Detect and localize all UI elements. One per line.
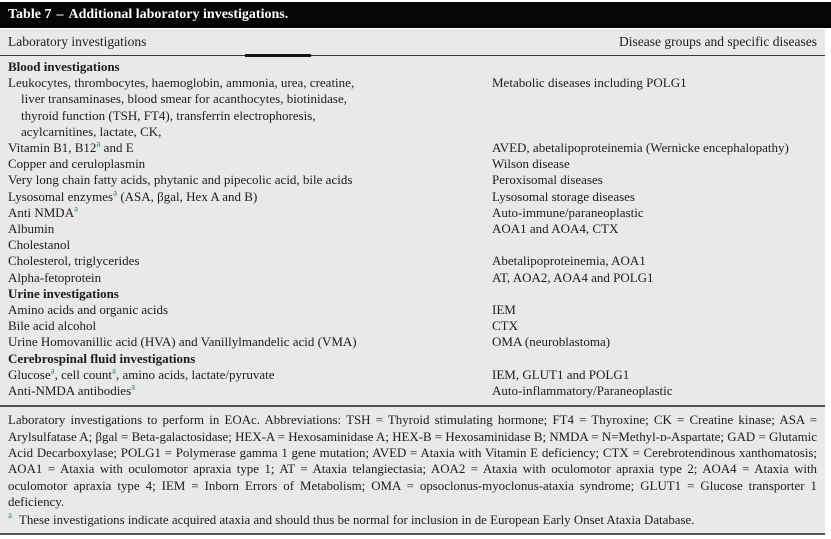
investigation-cell: Urine Homovanillic acid (HVA) and Vanillylmandelic acid (VMA) xyxy=(8,334,357,350)
table-body xyxy=(0,29,825,535)
disease-cell xyxy=(492,351,817,367)
footnote-marker-icon: a xyxy=(74,203,79,214)
investigation-cell: Amino acids and organic acids xyxy=(8,302,169,318)
footnote-marker-icon: a xyxy=(112,365,117,376)
table-caption-bar xyxy=(0,2,831,28)
section-header-row xyxy=(8,59,817,75)
investigation-cell: Bile acid alcohol xyxy=(8,318,97,334)
table-row xyxy=(8,189,817,205)
table-footnote xyxy=(0,407,825,533)
section-header-row xyxy=(8,351,817,367)
table-row xyxy=(8,237,817,253)
table-row xyxy=(8,221,817,237)
investigation-cell: Glucose$^a$, cell count$^a$, amino acids, lactate/pyruvate xyxy=(8,365,275,382)
disease-cell: IEM, GLUT1 and POLG1 xyxy=(492,366,630,382)
column-header-investigations: Laboratory investigations xyxy=(8,34,147,49)
table-title: Additional laboratory investigations. xyxy=(68,7,289,22)
table-row xyxy=(8,302,817,318)
investigation-cell: Leukocytes, thrombocytes, haemoglobin, ammonia, urea, creatine, liver transaminases, blood smear for acanthocytes, biotinidase, thyroid function (TSH, FT4), transferrin electrophoresis, acylcarnitines, lactate, CK, xyxy=(8,75,355,139)
disease-cell: Lysosomal storage diseases xyxy=(492,188,635,204)
investigation-cell: Cholesterol, triglycerides xyxy=(8,253,140,269)
disease-cell: Auto-inflammatory/Paraneoplastic xyxy=(492,383,673,399)
footnote-marker-icon: a xyxy=(96,138,101,149)
header-rule-segment xyxy=(245,54,311,57)
disease-cell: CTX xyxy=(492,318,518,334)
footnote-marker-icon: a xyxy=(50,365,55,376)
column-header-diseases: Disease groups and specific diseases xyxy=(619,34,817,49)
table-row xyxy=(8,172,817,188)
footnote-abbreviations: Laboratory investigations to perform in EOAc. Abbreviations: TSH = Thyroid stimulating hormone; FT4 = Thyroxine; CK = Creatine kinase; ASA = Arylsulfatase A; βgal = Beta-galactosidase; HEX-A = Hexosaminidase A; HEX-B = Hexosaminidase B; NMDA = N=Methyl-ᴅ-Aspartate; GAD = Glutamic Acid Decarboxylase; POLG1 = Polymerase gamma 1 gene mutation; AVED = Ataxia with Vitamin E deficiency; CTX = Cerebrotendinous xanthomatosis; AOA1 = Ataxia with oculomotor apraxia type 1; AT = Ataxia telangiectasia; AOA2 = Ataxia with oculomotor apraxia type 2; AOA4 = Ataxia with oculomotor apraxia type 4; IEM = Inborn Errors of Metabolism; OMA = opsoclonus-myoclonus-ataxia syndrome; GLUT1 = Glucose transporter 1 deficiency. xyxy=(8,413,817,510)
investigation-cell: Anti-NMDA antibodies$^a$ xyxy=(8,381,136,399)
table-row xyxy=(8,334,817,350)
investigation-cell: Vitamin B1, B12$^a$ and E xyxy=(8,138,134,156)
table-row xyxy=(8,205,817,221)
disease-cell: Auto-immune/paraneoplastic xyxy=(492,204,644,220)
investigation-cell: Alpha-fetoprotein xyxy=(8,269,102,285)
disease-cell: Peroxisomal diseases xyxy=(492,172,603,188)
investigation-cell: Albumin xyxy=(8,221,55,237)
disease-cell xyxy=(492,286,817,302)
investigation-cell: Cerebrospinal fluid investigations xyxy=(8,350,196,366)
table-row xyxy=(8,75,817,140)
disease-cell: Abetalipoproteinemia, AOA1 xyxy=(492,253,646,269)
table-row xyxy=(8,140,817,156)
footnote-marker-icon: a xyxy=(8,510,12,521)
table-row xyxy=(8,383,817,399)
caption-dash: – xyxy=(56,7,64,22)
disease-cell: AT, AOA2, AOA4 and POLG1 xyxy=(492,269,654,285)
disease-cell: Metabolic diseases including POLG1 xyxy=(492,75,687,91)
table-row xyxy=(8,270,817,286)
disease-cell: AVED, abetalipoproteinemia (Wernicke encephalopathy) xyxy=(492,140,789,156)
table-row xyxy=(8,367,817,383)
section-header-row xyxy=(8,286,817,302)
table-row xyxy=(8,318,817,334)
footnote-marker-icon: a xyxy=(131,381,136,392)
footnote-marker-icon: a xyxy=(113,187,118,198)
table-rows xyxy=(0,56,825,405)
table-number: Table 7 xyxy=(8,7,52,22)
investigation-cell: Cholestanol xyxy=(8,237,71,253)
column-header-row xyxy=(0,29,825,56)
disease-cell xyxy=(492,237,817,253)
table-row xyxy=(8,156,817,172)
disease-cell: IEM xyxy=(492,302,516,318)
investigation-cell: Blood investigations xyxy=(8,59,120,74)
table-row xyxy=(8,253,817,269)
disease-cell: OMA (neuroblastoma) xyxy=(492,334,611,350)
footnote-a: $^a$ These investigations indicate acquired ataxia and should thus be normal for inclusion in de European Early Onset Ataxia Database. xyxy=(8,510,695,527)
disease-cell: AOA1 and AOA4, CTX xyxy=(492,221,619,237)
investigation-cell: Copper and ceruloplasmin xyxy=(8,156,146,172)
investigation-cell: Lysosomal enzymes$^a$ (ASA, βgal, Hex A and B) xyxy=(8,187,258,204)
investigation-cell: Anti NMDA$^a$ xyxy=(8,203,79,220)
investigation-cell: Urine investigations xyxy=(8,285,119,301)
disease-cell: Wilson disease xyxy=(492,156,570,172)
disease-cell xyxy=(492,59,817,75)
investigation-cell: Very long chain fatty acids, phytanic and pipecolic acid, bile acids xyxy=(8,172,353,188)
